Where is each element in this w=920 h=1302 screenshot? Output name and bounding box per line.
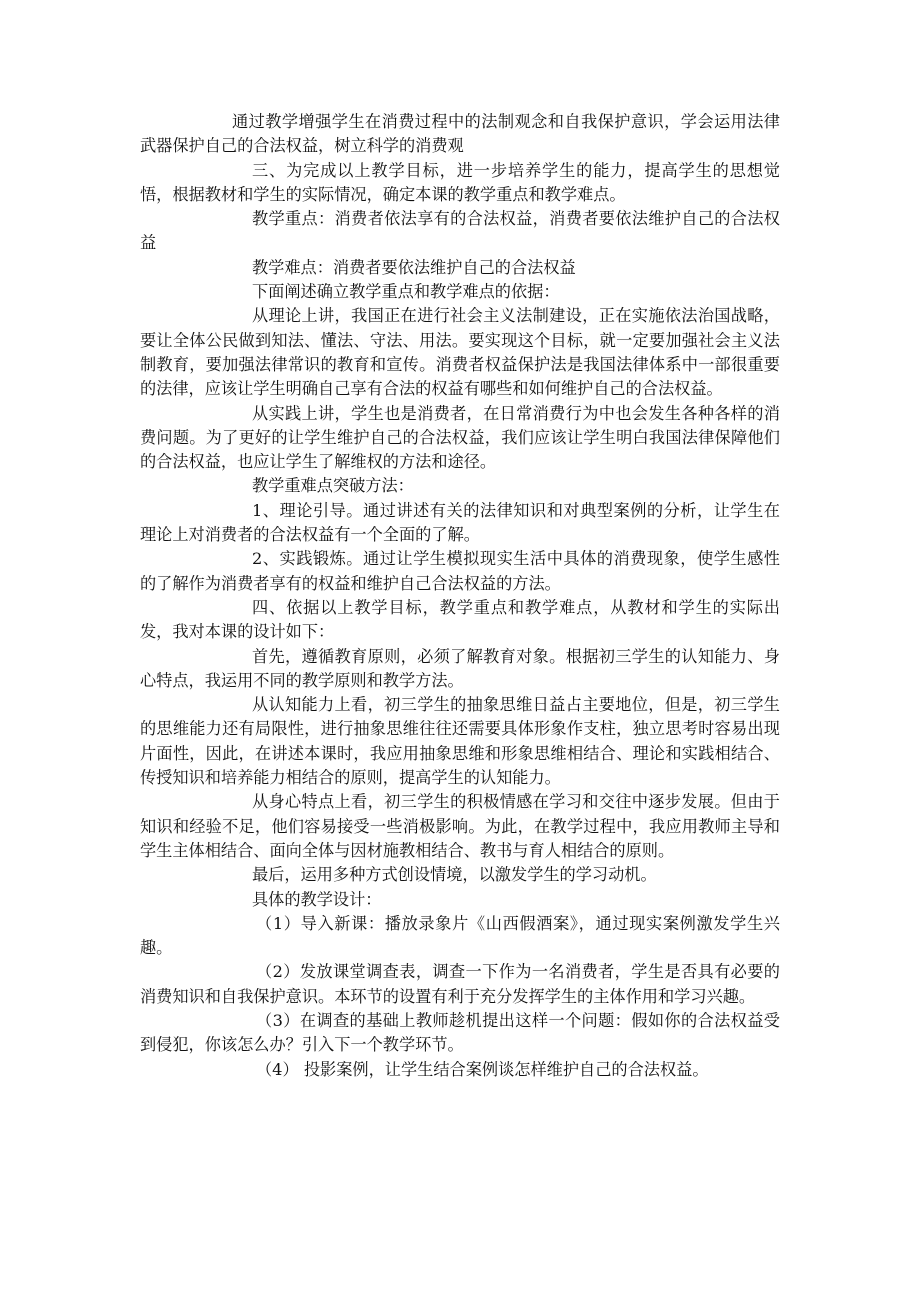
paragraph-first: 首先，遵循教育原则，必须了解教育对象。根据初三学生的认知能力、身心特点，我运用不同的教学原则和教学方法。 xyxy=(140,646,780,690)
paragraph-method-one: 1、理论引导。通过讲述有关的法律知识和对典型案例的分析，让学生在理论上对消费者的合法权益有一个全面的了解。 xyxy=(140,500,780,545)
paragraph-section-four: 四、依据以上教学目标，教学重点和教学难点，从教材和学生的实际出发，我对本课的设计如下： xyxy=(140,597,780,642)
paragraph-difficult-point: 教学难点：消费者要依法维护自己的合法权益 xyxy=(252,257,576,277)
paragraph-theory: 从理论上讲，我国正在进行社会主义法制建设，正在实施依法治国战略，要让全体公民做到知法、懂法、守法、用法。要实现这个目标，就一定要加强社会主义法制教育，要加强法律常识的教育和宣传。消费者权益保护法是我国法律体系中一部很重要的法律，应该让学生明确自己享有合法的权益有哪些和如何维护自己的合法权益。 xyxy=(140,306,780,399)
paragraph-method-two: 2、实践锻炼。通过让学生模拟现实生活中具体的消费现象，使学生感性的了解作为消费者享有的权益和维护自己合法权益的方法。 xyxy=(140,549,780,593)
paragraph-section-three: 三、为完成以上教学目标，进一步培养学生的能力，提高学生的思想觉悟，根据教材和学生的实际情况，确定本课的教学重点和教学难点。 xyxy=(140,160,780,204)
paragraph-step-one: （1）导入新课：播放录象片《山西假酒案》，通过现实案例激发学生兴趣。 xyxy=(140,913,780,958)
paragraph-step-three: （3）在调查的基础上教师趁机提出这样一个问题：假如你的合法权益受到侵犯，你该怎么办？引入下一个教学环节。 xyxy=(140,1010,780,1055)
paragraph-step-two: （2）发放课堂调查表，调查一下作为一名消费者，学生是否具有必要的消费知识和自我保护意识。本环节的设置有利于充分发挥学生的主体作用和学习兴趣。 xyxy=(140,962,780,1006)
paragraph-finally: 最后，运用多种方式创设情境，以激发学生的学习动机。 xyxy=(252,865,657,885)
paragraph-cognitive: 从认知能力上看，初三学生的抽象思维日益占主要地位，但是，初三学生的思维能力还有局限性，进行抽象思维往往还需要具体形象作支柱，独立思考时容易出现片面性，因此，在讲述本课时，我应用抽象思维和形象思维相结合、理论和实践相结合、传授知识和培养能力相结合的原则，提高学生的认知能力。 xyxy=(140,695,780,788)
paragraph-methods-heading: 教学重难点突破方法： xyxy=(252,476,414,496)
paragraph-step-four: （4） 投影案例，让学生结合案例谈怎样维护自己的合法权益。 xyxy=(256,1059,709,1079)
paragraph-design-heading: 具体的教学设计： xyxy=(252,889,382,909)
document-body xyxy=(140,110,780,1082)
paragraph-basis-intro: 下面阐述确立教学重点和教学难点的依据： xyxy=(252,282,560,302)
paragraph-key-point: 教学重点：消费者依法享有的合法权益，消费者要依法维护自己的合法权益 xyxy=(140,209,780,253)
paragraph-practice: 从实践上讲，学生也是消费者，在日常消费行为中也会发生各种各样的消费问题。为了更好的让学生维护自己的合法权益，我们应该让学生明白我国法律保障他们的合法权益，也应让学生了解维权的方法和途径。 xyxy=(140,403,780,472)
paragraph-objective: 通过教学增强学生在消费过程中的法制观念和自我保护意识，学会运用法律武器保护自己的合法权益，树立科学的消费观 xyxy=(140,112,780,156)
paragraph-psychological: 从身心特点上看，初三学生的积极情感在学习和交往中逐步发展。但由于知识和经验不足，他们容易接受一些消极影响。为此，在教学过程中，我应用教师主导和学生主体相结合、面向全体与因材施教相结合、教书与育人相结合的原则。 xyxy=(140,792,780,860)
